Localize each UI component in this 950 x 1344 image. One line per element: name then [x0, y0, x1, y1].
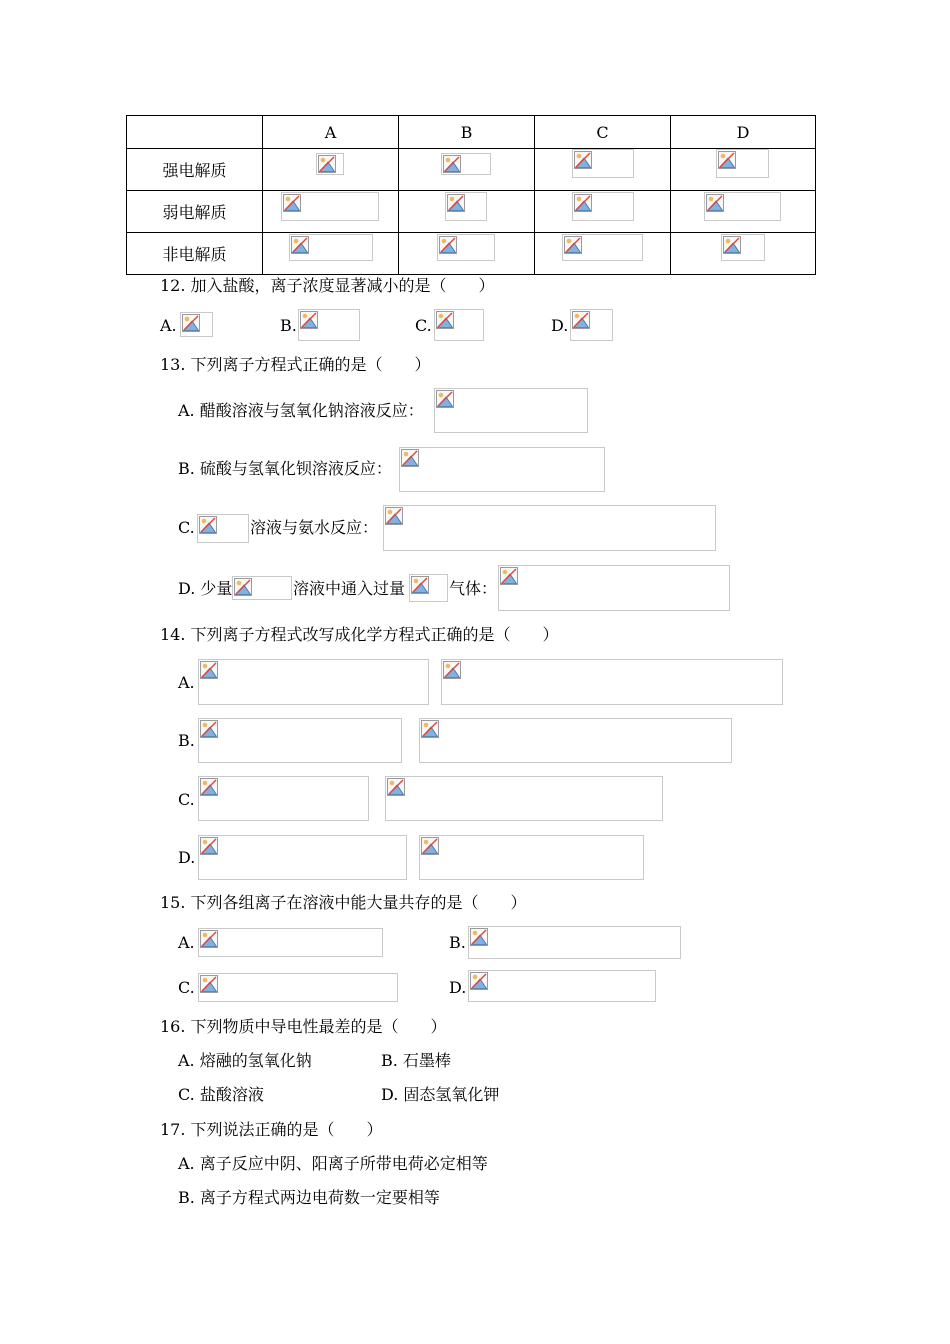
table-header-cell: D: [671, 116, 816, 149]
broken-image-icon: [318, 155, 336, 173]
q13-option-d-image-3[interactable]: [498, 565, 730, 611]
table-header-cell: B: [399, 116, 535, 149]
q14-option-d-label: D.: [178, 848, 196, 867]
question-17-stem: 17. 下列说法正确的是（ ）: [160, 1120, 383, 1139]
broken-image-icon: [200, 720, 218, 738]
broken-image-icon: [200, 778, 218, 796]
q15-option-a-image[interactable]: [198, 928, 383, 957]
broken-image-icon: [387, 778, 405, 796]
table-cell: [671, 191, 816, 233]
formula-image-box: [441, 153, 491, 175]
q13-option-d-image-1[interactable]: [232, 576, 292, 600]
broken-image-icon: [200, 837, 218, 855]
formula-image-box: [721, 234, 765, 261]
table-cell: [263, 191, 399, 233]
q13-option-d-mid: 溶液中通入过量: [293, 579, 406, 598]
q13-option-c-prefix: C.: [178, 518, 195, 537]
table-cell: [263, 233, 399, 275]
broken-image-icon: [723, 236, 741, 254]
table-header-cell: A: [263, 116, 399, 149]
q15-option-b-label: B.: [449, 933, 466, 952]
broken-image-icon: [443, 155, 461, 173]
broken-image-icon: [439, 236, 457, 254]
broken-image-icon: [470, 972, 488, 990]
q12-option-d-label: D.: [551, 316, 569, 335]
row-label: 强电解质: [127, 149, 263, 191]
formula-image-box: [562, 234, 643, 261]
q16-option-c: C. 盐酸溶液: [178, 1085, 264, 1104]
table-header-row: [127, 116, 816, 149]
table-cell: [399, 233, 535, 275]
broken-image-icon: [443, 661, 461, 679]
q14-option-b-chemical-image[interactable]: [419, 718, 732, 763]
q13-option-b-image[interactable]: [399, 447, 605, 492]
broken-image-icon: [421, 720, 439, 738]
q17-option-a: A. 离子反应中阴、阳离子所带电荷必定相等: [178, 1154, 488, 1173]
broken-image-icon: [572, 311, 590, 329]
formula-image-box: [572, 149, 634, 178]
q13-option-c-image-2[interactable]: [383, 505, 716, 551]
q14-option-b-ionic-image[interactable]: [198, 718, 402, 763]
broken-image-icon: [200, 930, 218, 948]
row-label: 弱电解质: [127, 191, 263, 233]
q13-option-d-end: 气体：: [449, 579, 498, 598]
q14-option-d-ionic-image[interactable]: [198, 835, 407, 880]
q13-option-d-prefix: D. 少量: [178, 579, 233, 598]
q16-option-a: A. 熔融的氢氧化钠: [178, 1051, 312, 1070]
table-cell: [535, 191, 671, 233]
formula-image-box: [289, 234, 373, 261]
broken-image-icon: [718, 151, 736, 169]
table-row: [127, 233, 816, 275]
q14-option-c-chemical-image[interactable]: [385, 776, 663, 821]
question-12-stem: 12. 加入盐酸，离子浓度显著减小的是（ ）: [160, 276, 495, 295]
table-cell: [671, 149, 816, 191]
broken-image-icon: [199, 516, 217, 534]
q17-option-b: B. 离子方程式两边电荷数一定要相等: [178, 1188, 440, 1207]
q14-option-c-label: C.: [178, 790, 195, 809]
broken-image-icon: [411, 576, 429, 594]
question-14-stem: 14. 下列离子方程式改写成化学方程式正确的是（ ）: [160, 625, 559, 644]
formula-image-box: [281, 192, 379, 221]
q15-option-d-image[interactable]: [468, 970, 656, 1002]
q14-option-a-ionic-image[interactable]: [198, 659, 429, 705]
table-header-cell: [127, 116, 263, 149]
electrolyte-table: [126, 115, 816, 275]
question-16-stem: 16. 下列物质中导电性最差的是（ ）: [160, 1017, 447, 1036]
q13-option-a-image[interactable]: [434, 388, 588, 433]
q15-option-d-label: D.: [449, 978, 467, 997]
table-header-cell: C: [535, 116, 671, 149]
broken-image-icon: [574, 151, 592, 169]
q12-option-d-image[interactable]: [570, 309, 613, 341]
broken-image-icon: [300, 311, 318, 329]
q12-option-a-image[interactable]: [180, 312, 213, 337]
table-cell: [263, 149, 399, 191]
q16-option-d: D. 固态氢氧化钾: [381, 1085, 500, 1104]
q15-option-c-label: C.: [178, 978, 195, 997]
table-cell: [535, 149, 671, 191]
table-cell: [399, 149, 535, 191]
broken-image-icon: [706, 194, 724, 212]
broken-image-icon: [200, 661, 218, 679]
broken-image-icon: [401, 449, 419, 467]
broken-image-icon: [200, 975, 218, 993]
broken-image-icon: [421, 837, 439, 855]
broken-image-icon: [182, 314, 200, 332]
broken-image-icon: [283, 194, 301, 212]
broken-image-icon: [470, 928, 488, 946]
q13-option-b: B. 硫酸与氢氧化钡溶液反应：: [178, 459, 392, 478]
formula-image-box: [316, 153, 344, 175]
q15-option-a-label: A.: [178, 933, 195, 952]
broken-image-icon: [436, 390, 454, 408]
q13-option-d-image-2[interactable]: [409, 574, 448, 602]
formula-image-box: [716, 149, 769, 178]
q14-option-a-chemical-image[interactable]: [441, 659, 783, 705]
q13-option-c-image-1[interactable]: [197, 514, 249, 543]
question-13-stem: 13. 下列离子方程式正确的是（ ）: [160, 355, 431, 374]
row-label: 非电解质: [127, 233, 263, 275]
broken-image-icon: [436, 311, 454, 329]
question-15-stem: 15. 下列各组离子在溶液中能大量共存的是（ ）: [160, 893, 527, 912]
table-cell: [671, 233, 816, 275]
q14-option-c-ionic-image[interactable]: [198, 776, 369, 821]
broken-image-icon: [574, 194, 592, 212]
formula-image-box: [437, 234, 495, 261]
q15-option-c-image[interactable]: [198, 973, 398, 1002]
q13-option-c-mid: 溶液与氨水反应：: [250, 518, 379, 537]
q14-option-b-label: B.: [178, 731, 195, 750]
q14-option-d-chemical-image[interactable]: [419, 835, 644, 880]
q13-option-a: A. 醋酸溶液与氢氧化钠溶液反应：: [178, 401, 424, 420]
table-cell: [399, 191, 535, 233]
q12-option-b-label: B.: [280, 316, 297, 335]
table-row: [127, 149, 816, 191]
q16-option-b: B. 石墨棒: [381, 1051, 451, 1070]
broken-image-icon: [291, 236, 309, 254]
q12-option-c-label: C.: [415, 316, 432, 335]
table-cell: [535, 233, 671, 275]
broken-image-icon: [500, 567, 518, 585]
broken-image-icon: [234, 578, 252, 596]
q12-option-c-image[interactable]: [434, 309, 484, 341]
q12-option-b-image[interactable]: [298, 309, 360, 341]
broken-image-icon: [564, 236, 582, 254]
broken-image-icon: [385, 507, 403, 525]
formula-image-box: [572, 192, 634, 221]
q12-option-a-label: A.: [160, 316, 177, 335]
formula-image-box: [445, 192, 487, 221]
q15-option-b-image[interactable]: [468, 926, 681, 959]
broken-image-icon: [447, 194, 465, 212]
formula-image-box: [704, 192, 781, 221]
table-row: [127, 191, 816, 233]
q14-option-a-label: A.: [178, 673, 195, 692]
